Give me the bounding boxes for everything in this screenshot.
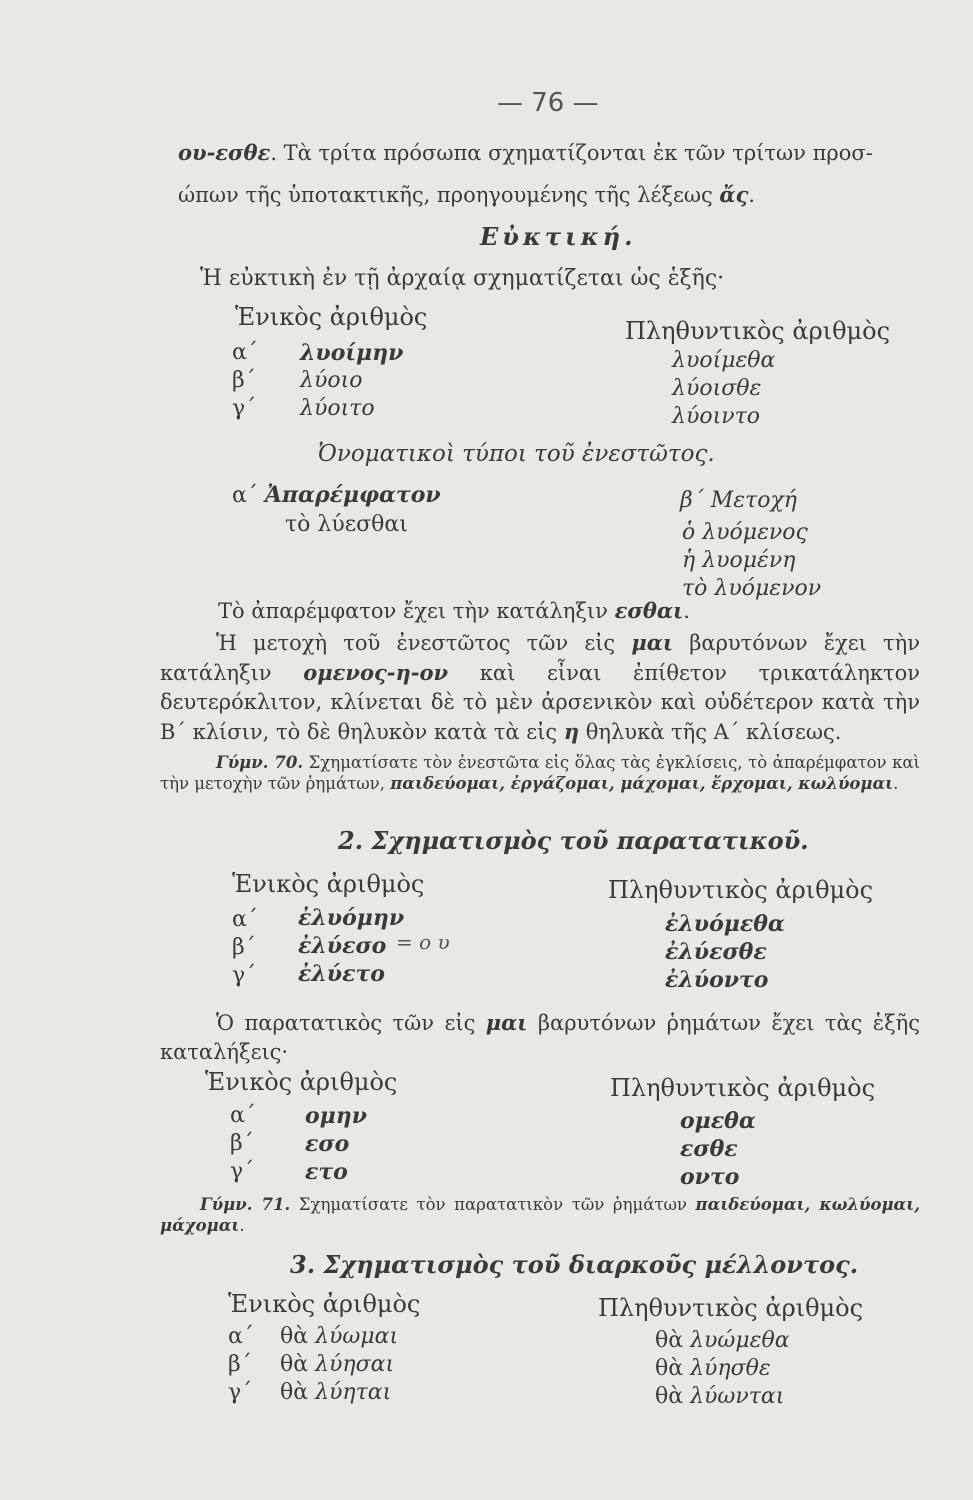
- future-plural-1: [655, 1328, 790, 1353]
- intro-line-2: [178, 182, 755, 207]
- intro-line2-text: ώπων τῆς ὑποτακτικῆς, προηγουμένης τῆς λέξεως: [178, 183, 720, 207]
- imperfect-title: 2. Σχηματισμὸς τοῦ παρατατικοῦ.: [338, 826, 809, 855]
- participle-label-line: [680, 488, 797, 513]
- para1-end: .: [683, 599, 690, 623]
- optative-plural-2: λύοισθε: [672, 376, 762, 401]
- para2-c: καὶ εἶναι ἐπίθετον τρικατάληκτον δευτερόκλιτον, κλίνεται δὲ τὸ μὲν ἀρσενικὸν καὶ οὐδέτερον κατὰ τὴν Β΄ κλίσιν, τὸ δὲ θηλυκὸν κατὰ τὰ εἰς: [160, 661, 920, 744]
- participle-paragraph: [160, 628, 920, 747]
- future-particle: θὰ: [655, 1356, 684, 1381]
- para3-mai: μαι: [485, 1010, 528, 1035]
- nominal-title: Ὀνοματικοὶ τύποι τοῦ ἐνεστῶτος.: [318, 441, 715, 467]
- endings-singular-header: Ἑνικὸς ἀριθμὸς: [205, 1068, 398, 1096]
- participle-form-3: τὸ λυόμενον: [682, 576, 822, 601]
- future-plural-3: [655, 1384, 784, 1409]
- future-singular-2: [280, 1352, 394, 1377]
- endings-singular-2: εσο: [305, 1131, 350, 1157]
- future-singular-header: Ἑνικὸς ἀριθμὸς: [228, 1290, 421, 1318]
- imperfect-endings-paragraph: [160, 1008, 920, 1067]
- future-plural-header: Πληθυντικὸς ἀριθμὸς: [598, 1294, 864, 1322]
- optative-singular-2: λύοιο: [300, 368, 363, 393]
- future-person-1: α΄: [228, 1324, 254, 1349]
- exercise-70-verbs: παιδεύομαι, ἐργάζομαι, μάχομαι, ἔρχομαι, κωλύομαι: [390, 774, 894, 793]
- handwritten-note: = ο υ: [396, 930, 450, 954]
- optative-person-2: β΄: [232, 368, 256, 393]
- future-plural-form-1: λυώμεθα: [690, 1328, 790, 1353]
- imperfect-singular-2: ἐλύεσο: [298, 933, 387, 959]
- para1-ending: εσθαι: [614, 598, 684, 623]
- optative-title: Εὐκτική.: [480, 222, 637, 251]
- imperfect-person-1: α΄: [232, 907, 258, 932]
- exercise-71: [160, 1194, 920, 1236]
- optative-plural-1: λυοίμεθα: [672, 348, 776, 373]
- optative-plural-3: λύοιντο: [672, 404, 760, 429]
- exercise-70-text: Σχηματίσατε τὸν ἐνεστῶτα εἰς ὅλας τὰς ἐγκλίσεις, τὸ ἀπαρέμφατον καὶ τὴν μετοχὴν τῶν ῥημάτων,: [160, 753, 920, 793]
- endings-plural-2: εσθε: [680, 1136, 738, 1162]
- endings-person-2: β΄: [230, 1131, 254, 1156]
- future-plural-2: [655, 1356, 771, 1381]
- participle-form-2: ἡ λυομένη: [682, 548, 796, 573]
- para2-b: βαρυτόνων ἔχει τὴν κατάληξιν: [160, 631, 921, 685]
- future-singular-1: [280, 1324, 398, 1349]
- endings-plural-3: οντο: [680, 1164, 740, 1190]
- future-singular-3: [280, 1380, 391, 1405]
- endings-plural-1: ομεθα: [680, 1108, 756, 1134]
- para1-text: Τὸ ἀπαρέμφατον ἔχει τὴν κατάληξιν: [218, 599, 615, 623]
- exercise-71-label: Γύμν. 71.: [200, 1195, 291, 1214]
- exercise-70-end: .: [893, 774, 899, 793]
- exercise-71-text: Σχηματίσατε τὸν παρατατικὸν τῶν ῥημάτων: [290, 1195, 696, 1214]
- para2-ending: ομενος-η-ον: [303, 660, 449, 685]
- infinitive-form: [285, 512, 408, 537]
- optative-singular-1: λυοίμην: [300, 340, 404, 366]
- exercise-70: [160, 752, 920, 794]
- infinitive-label: Ἀπαρέμφατον: [264, 482, 441, 508]
- future-title: 3. Σχηματισμὸς τοῦ διαρκοῦς μέλλοντος.: [290, 1250, 859, 1279]
- endings-person-3: γ΄: [230, 1159, 255, 1184]
- future-person-3: γ΄: [228, 1380, 253, 1405]
- para2-mai: μαι: [631, 630, 674, 655]
- endings-singular-1: ομην: [305, 1103, 368, 1129]
- infinitive-paragraph: [218, 598, 690, 623]
- imperfect-plural-2: ἐλύεσθε: [665, 939, 767, 965]
- optative-singular-3: λύοιτο: [300, 396, 375, 421]
- intro-word: ἄς: [719, 182, 749, 207]
- endings-plural-header: Πληθυντικὸς ἀριθμὸς: [610, 1074, 876, 1102]
- para3-b: βαρυτόνων ῥημάτων ἔχει τὰς ἑξῆς καταλήξεις·: [160, 1011, 920, 1064]
- imperfect-person-3: γ΄: [232, 963, 257, 988]
- intro-line1-text: . Τὰ τρίτα πρόσωπα σχηματίζονται ἐκ τῶν τρίτων προσ-: [270, 141, 873, 165]
- page-number: — 76 —: [497, 88, 599, 118]
- future-singular-form-3: λύηται: [315, 1380, 392, 1405]
- para2-d: θηλυκὰ τῆς Α΄ κλίσεως.: [579, 720, 842, 744]
- exercise-71-verbs: παιδεύομαι, κωλύομαι, μάχομαι: [160, 1195, 920, 1235]
- optative-person-1: α΄: [232, 340, 258, 365]
- intro-ending: ου-εσθε: [178, 140, 271, 165]
- infinitive-label-line: [232, 482, 441, 508]
- participle-num: β΄: [680, 488, 704, 513]
- para2-a: Ἡ μετοχὴ τοῦ ἐνεστῶτος τῶν εἰς: [216, 631, 632, 655]
- future-person-2: β΄: [228, 1352, 252, 1377]
- imperfect-singular-1: ἐλυόμην: [298, 905, 405, 931]
- future-singular-form-2: λύησαι: [315, 1352, 395, 1377]
- imperfect-plural-1: ἐλυόμεθα: [665, 911, 785, 937]
- intro-line-1: [178, 140, 873, 165]
- imperfect-singular-header: Ἑνικὸς ἀριθμὸς: [232, 870, 425, 898]
- exercise-71-end: .: [239, 1216, 245, 1235]
- optative-intro: Ἡ εὐκτικὴ ἐν τῇ ἀρχαίᾳ σχηματίζεται ὡς ἑξῆς·: [200, 266, 725, 291]
- future-particle: θὰ: [280, 1324, 309, 1349]
- endings-person-1: α΄: [230, 1103, 256, 1128]
- future-particle: θὰ: [655, 1384, 684, 1409]
- optative-person-3: γ΄: [232, 396, 257, 421]
- intro-line2-end: .: [748, 183, 756, 207]
- imperfect-singular-3: ἐλύετο: [298, 961, 385, 987]
- para3-a: Ὁ παρατατικὸς τῶν εἰς: [216, 1011, 486, 1035]
- participle-form-1: ὁ λυόμενος: [682, 520, 808, 545]
- imperfect-person-2: β΄: [232, 935, 256, 960]
- infinitive-form-text: τὸ λύεσθαι: [285, 512, 408, 537]
- future-plural-form-3: λύωνται: [690, 1384, 785, 1409]
- infinitive-num: α΄: [232, 483, 258, 508]
- future-particle: θὰ: [280, 1380, 309, 1405]
- optative-plural-header: Πληθυντικὸς ἀριθμὸς: [625, 317, 891, 345]
- endings-singular-3: ετο: [305, 1159, 348, 1185]
- imperfect-plural-header: Πληθυντικὸς ἀριθμὸς: [608, 876, 874, 904]
- optative-singular-header: Ἑνικὸς ἀριθμὸς: [235, 303, 428, 331]
- para2-eta: η: [563, 719, 580, 744]
- future-plural-form-2: λύησθε: [690, 1356, 771, 1381]
- future-particle: θὰ: [280, 1352, 309, 1377]
- imperfect-plural-3: ἐλύοντο: [665, 967, 769, 993]
- future-singular-form-1: λύωμαι: [315, 1324, 399, 1349]
- participle-label: Μετοχή: [710, 488, 797, 513]
- future-particle: θὰ: [655, 1328, 684, 1353]
- exercise-70-label: Γύμν. 70.: [216, 753, 304, 772]
